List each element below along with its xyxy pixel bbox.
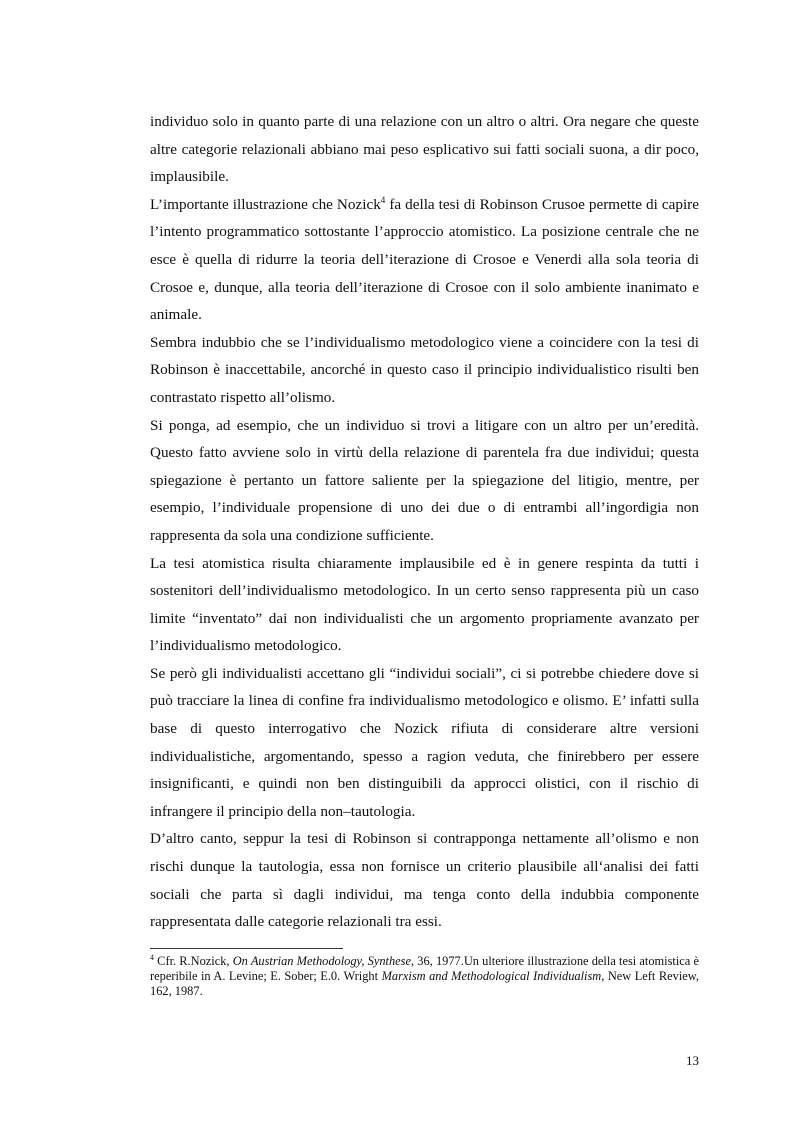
- footnote: [150, 954, 699, 999]
- footnote-reference[interactable]: 4: [380, 194, 386, 205]
- paragraph: Sembra indubbio che se l’individualismo metodologico viene a coincidere con la tesi di Robinson è inaccettabile, ancorché in questo caso il principio individualistico risulti ben contrastato rispetto all’olismo.: [150, 333, 699, 406]
- paragraph: Si ponga, ad esempio, che un individuo si trovi a litigare con un altro per un’eredità. Questo fatto avviene solo in virtù della relazione di parentela fra due individui; questa spiegazione è pertanto un fattore saliente per la spiegazione del litigio, mentre, per esempio, l’individuale propensione di uno dei due o di entrambi all’ingordigia non rappresenta da sola una condizione sufficiente.: [150, 416, 699, 544]
- paragraph-text: fa della tesi di Robinson Crusoe permette di capire l’intento programmatico sottostante l’approccio atomistico. La posizione centrale che ne esce è quella di ridurre la teoria dell’iterazione di Crosoe e Venerdi alla sola teoria di Crosoe e, dunque, alla teoria dell’iterazione di Crosoe con il solo ambiente inanimato e animale.: [150, 195, 699, 324]
- footnote-separator: [150, 948, 343, 949]
- paragraph: La tesi atomistica risulta chiaramente implausibile ed è in genere respinta da tutti i sostenitori dell’individualismo metodologico. In un certo senso rappresenta più un caso limite “inventato” dai non individualisti che un argomento propriamente avanzato per l’individualismo metodologico.: [150, 554, 699, 655]
- page-number: 13: [686, 1053, 699, 1068]
- paragraph: D’altro canto, seppur la tesi di Robinson si contrapponga nettamente all’olismo e non rischi dunque la tautologia, essa non fornisce un criterio plausibile all‘analisi dei fatti sociali che parta sì dagli individui, ma tenga conto della indubbia componente rappresentata dalle categorie relazionali tra essi.: [150, 830, 699, 931]
- paragraph: Se però gli individualisti accettano gli “individui sociali”, ci si potrebbe chiedere dove si può tracciare la linea di confine fra individualismo metodologico e olismo. E’ infatti sulla base di questo interrogativo che Nozick rifiuta di considerare altre versioni individualistiche, argomentando, spesso a ragion veduta, che finirebbero per essere insignificanti, e quindi non ben distinguibili da approcci olistici, con il rischio di infrangere il principio della non–tautologia.: [150, 664, 699, 820]
- footnote-title: On Austrian Methodology, Synthese: [232, 954, 412, 968]
- paragraph: [150, 191, 699, 329]
- footnote-text: Cfr. R.Nozick,: [154, 954, 233, 968]
- paragraph: individuo solo in quanto parte di una relazione con un altro o altri. Ora negare che queste altre categorie relazionali abbiano mai peso esplicativo sui fatti sociali suona, a dir poco, implausibile.: [150, 113, 699, 186]
- paragraph-text: L’importante illustrazione che Nozick: [150, 195, 381, 213]
- body-text: [150, 108, 699, 936]
- footnote-text: , New Left Review, 162, 1987.: [150, 969, 699, 998]
- footnote-text: , 36, 1977.Un ulteriore illustrazione della tesi atomistica è reperibile in A. Levine; E. Sober; E.0. Wright: [150, 954, 699, 983]
- footnote-marker: 4: [150, 953, 154, 962]
- footnote-title: Marxism and Methodological Individualism: [381, 969, 602, 983]
